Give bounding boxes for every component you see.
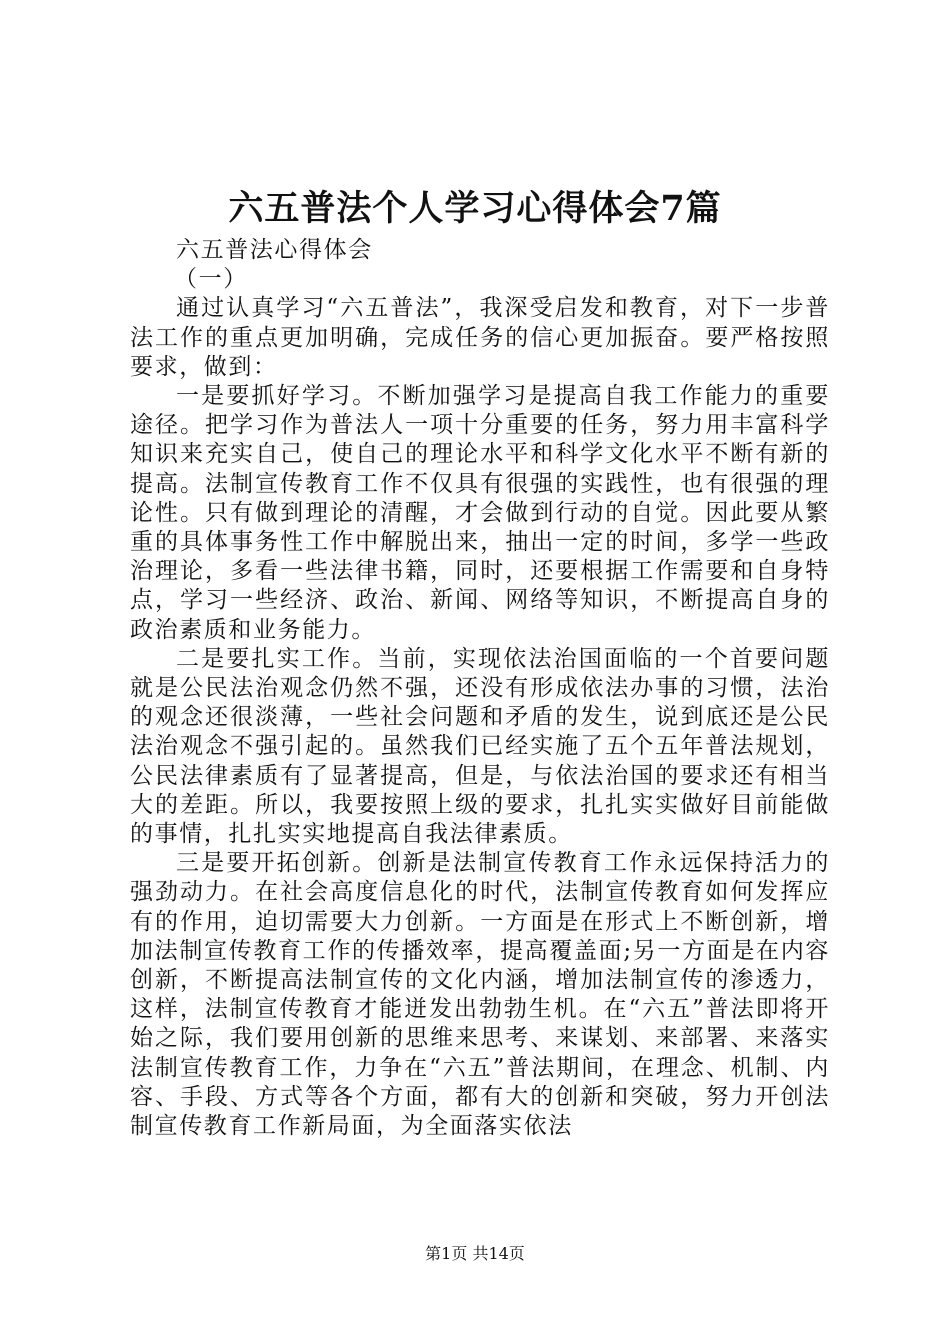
- section-number: （一）: [174, 266, 248, 293]
- section-heading: 六五普法心得体会: [176, 237, 373, 263]
- page-footer: 第1页 共14页: [425, 1244, 525, 1263]
- document-body: [130, 236, 830, 1141]
- paragraph-work: 二是要扎实工作。当前，实现依法治国面临的一个首要问题就是公民法治观念仍然不强，还没有形成依法办事的习惯，法治的观念还很淡薄，一些社会问题和矛盾的发生，说到底还是公民法治观念不强引起的。虽然我们已经实施了五个五年普法规划，公民法律素质有了显著提高，但是，与依法治国的要求还有相当大的差距。所以，我要按照上级的要求，扎扎实实做好目前能做的事情，扎扎实实地提高自我法律素质。: [130, 645, 830, 848]
- paragraph-innovation: 三是要开拓创新。创新是法制宣传教育工作永远保持活力的强劲动力。在社会高度信息化的时代，法制宣传教育如何发挥应有的作用，迫切需要大力创新。一方面是在形式上不断创新，增加法制宣传教育工作的传播效率，提高覆盖面;另一方面是在内容创新，不断提高法制宣传的文化内涵，增加法制宣传的渗透力，这样，法制宣传教育才能迸发出勃勃生机。在“六五”普法即将开始之际，我们要用创新的思维来思考、来谋划、来部署、来落实法制宣传教育工作，力争在“六五”普法期间，在理念、机制、内容、手段、方式等各个方面，都有大的创新和突破，努力开创法制宣传教育工作新局面，为全面落实依法: [130, 850, 830, 1140]
- paragraph-intro: 通过认真学习“六五普法”，我深受启发和教育，对下一步普法工作的重点更加明确，完成任务的信心更加振奋。要严格按照要求，做到：: [130, 295, 830, 380]
- document-title: 六五普法个人学习心得体会7篇: [228, 188, 722, 229]
- paragraph-study: 一是要抓好学习。不断加强学习是提高自我工作能力的重要途径。把学习作为普法人一项十分重要的任务，努力用丰富科学知识来充实自己，使自己的理论水平和科学文化水平不断有新的提高。法制宣传教育工作不仅具有很强的实践性，也有很强的理论性。只有做到理论的清醒，才会做到行动的自觉。因此要从繁重的具体事务性工作中解脱出来，抽出一定的时间，多学一些政治理论，多看一些法律书籍，同时，还要根据工作需要和自身特点，学习一些经济、政治、新闻、网络等知识，不断提高自身的政治素质和业务能力。: [130, 383, 830, 643]
